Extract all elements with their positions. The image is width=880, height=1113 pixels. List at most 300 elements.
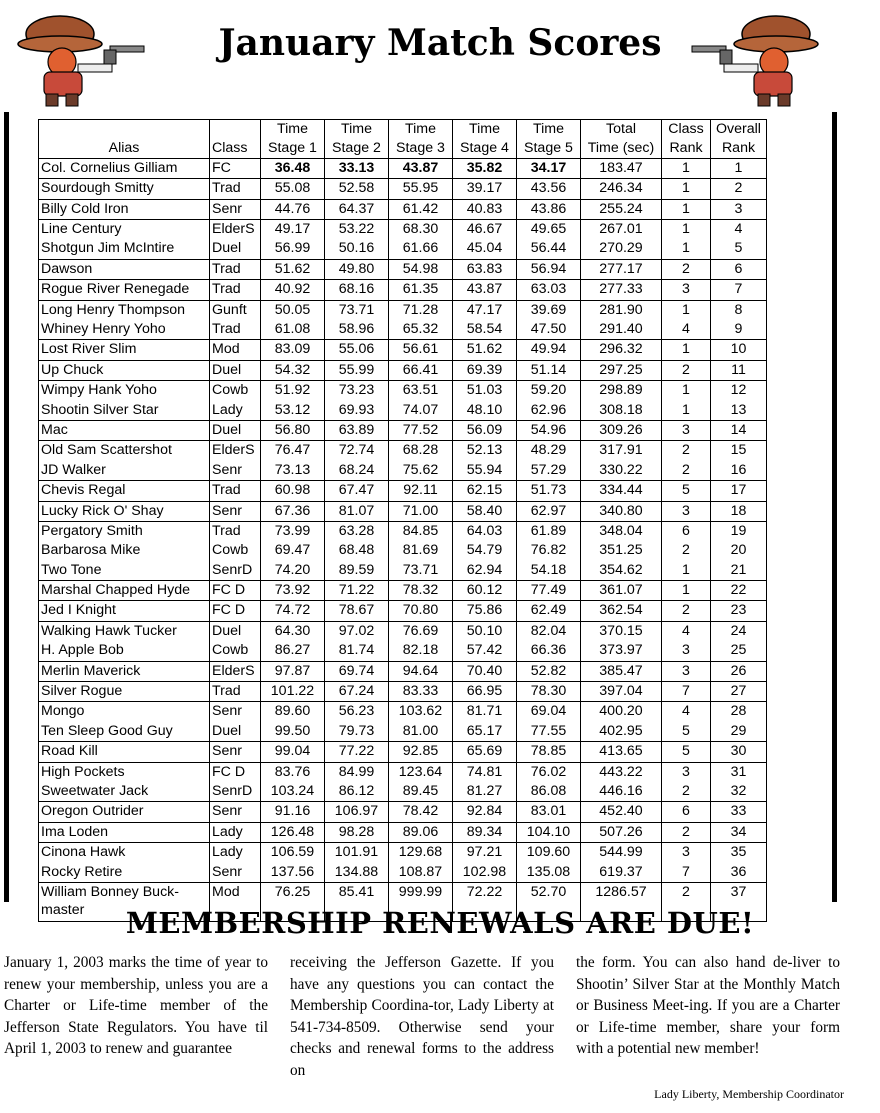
table-cell: 129.68 [389, 843, 453, 863]
table-cell: 89.06 [389, 822, 453, 842]
header-cell: Rank [662, 139, 711, 159]
scores-table [38, 119, 767, 922]
table-cell: 62.15 [453, 481, 517, 501]
table-cell: 73.71 [325, 300, 389, 320]
table-cell: 2 [662, 259, 711, 279]
table-cell: 84.99 [325, 762, 389, 782]
left-divider-bar [4, 112, 9, 902]
header-cell: Stage 3 [389, 139, 453, 159]
table-cell: 999.99 [389, 882, 453, 921]
table-cell: 81.07 [325, 501, 389, 521]
header-cell: Class [662, 120, 711, 139]
table-cell: 73.99 [261, 521, 325, 541]
table-cell: 49.65 [517, 220, 581, 240]
table-cell: 296.32 [581, 340, 662, 360]
table-cell: 77.52 [389, 420, 453, 440]
table-cell: Gunft [210, 300, 261, 320]
table-cell: 65.17 [453, 722, 517, 742]
scores-table-body [39, 120, 767, 922]
table-cell: 61.08 [261, 320, 325, 340]
table-cell: 69.47 [261, 541, 325, 560]
table-cell: 84.85 [389, 521, 453, 541]
table-cell: 58.96 [325, 320, 389, 340]
table-cell: 73.13 [261, 461, 325, 481]
table-cell: 370.15 [581, 621, 662, 641]
table-cell: 507.26 [581, 822, 662, 842]
table-cell: 34 [711, 822, 767, 842]
table-cell: 78.30 [517, 682, 581, 702]
table-cell: 65.32 [389, 320, 453, 340]
cowboy-gunslinger-icon [688, 4, 828, 110]
table-cell: 39.17 [453, 179, 517, 199]
table-cell: 63.51 [389, 381, 453, 401]
table-cell: 76.02 [517, 762, 581, 782]
cowboy-gunslinger-icon [8, 4, 148, 110]
table-cell: 54.79 [453, 541, 517, 560]
table-cell: 83.33 [389, 682, 453, 702]
signature: Lady Liberty, Membership Coordinator [654, 1087, 844, 1101]
table-cell: Lady [210, 401, 261, 421]
table-cell: 7 [711, 280, 767, 300]
table-cell: 62.94 [453, 561, 517, 581]
table-cell: 51.03 [453, 381, 517, 401]
table-cell: 101.91 [325, 843, 389, 863]
table-cell: 37 [711, 882, 767, 921]
table-cell: 97.87 [261, 661, 325, 681]
table-cell: 2 [662, 541, 711, 560]
table-cell: 1 [711, 158, 767, 178]
table-cell: 330.22 [581, 461, 662, 481]
table-row [39, 782, 767, 802]
header-cell: Time [389, 120, 453, 139]
table-cell: 71.22 [325, 581, 389, 601]
table-cell: Cinona Hawk [39, 843, 210, 863]
table-cell: 267.01 [581, 220, 662, 240]
table-cell: 46.67 [453, 220, 517, 240]
table-cell: Duel [210, 722, 261, 742]
page-title: January Match Scores [218, 22, 662, 64]
header-cell: Time [325, 120, 389, 139]
table-cell: 64.30 [261, 621, 325, 641]
table-cell: 73.71 [389, 561, 453, 581]
table-cell: 14 [711, 420, 767, 440]
table-cell: 246.34 [581, 179, 662, 199]
table-cell: 89.60 [261, 702, 325, 722]
table-cell: 619.37 [581, 863, 662, 883]
table-row [39, 179, 767, 199]
table-cell: Oregon Outrider [39, 802, 210, 822]
table-cell: 56.80 [261, 420, 325, 440]
header-cell: Alias [39, 139, 210, 159]
table-cell: 35 [711, 843, 767, 863]
header-cell [39, 120, 210, 139]
table-cell: 68.48 [325, 541, 389, 560]
header-cell: Stage 2 [325, 139, 389, 159]
table-cell: 12 [711, 381, 767, 401]
table-cell: 97.21 [453, 843, 517, 863]
table-cell: 73.92 [261, 581, 325, 601]
table-cell: 137.56 [261, 863, 325, 883]
table-cell: Billy Cold Iron [39, 199, 210, 219]
table-row [39, 259, 767, 279]
table-cell: 2 [662, 441, 711, 461]
table-cell: 126.48 [261, 822, 325, 842]
table-cell: 3 [662, 661, 711, 681]
table-cell: 77.55 [517, 722, 581, 742]
table-cell: 277.33 [581, 280, 662, 300]
table-row [39, 199, 767, 219]
table-row [39, 521, 767, 541]
table-cell: 18 [711, 501, 767, 521]
table-cell: 30 [711, 742, 767, 762]
table-cell: 68.30 [389, 220, 453, 240]
table-cell: 35.82 [453, 158, 517, 178]
table-cell: 62.49 [517, 601, 581, 621]
table-row [39, 158, 767, 178]
table-cell: 70.40 [453, 661, 517, 681]
renewal-text-columns [4, 952, 840, 1081]
table-cell: 75.86 [453, 601, 517, 621]
table-cell: Duel [210, 360, 261, 380]
header-cell: Rank [711, 139, 767, 159]
header-cell: Time (sec) [581, 139, 662, 159]
table-cell: 19 [711, 521, 767, 541]
table-cell: 74.72 [261, 601, 325, 621]
table-row [39, 702, 767, 722]
table-cell: 78.85 [517, 742, 581, 762]
table-cell: 48.29 [517, 441, 581, 461]
table-row [39, 420, 767, 440]
header-cell: Time [261, 120, 325, 139]
table-cell: 6 [711, 259, 767, 279]
table-cell: 64.37 [325, 199, 389, 219]
table-row [39, 561, 767, 581]
table-cell: 361.07 [581, 581, 662, 601]
table-row [39, 601, 767, 621]
table-cell: 55.08 [261, 179, 325, 199]
table-cell: JD Walker [39, 461, 210, 481]
table-cell: 2 [662, 782, 711, 802]
table-cell: 66.41 [389, 360, 453, 380]
table-cell: 277.17 [581, 259, 662, 279]
table-cell: 28 [711, 702, 767, 722]
table-cell: 67.36 [261, 501, 325, 521]
table-cell: 1 [662, 220, 711, 240]
table-row [39, 441, 767, 461]
table-cell: 56.23 [325, 702, 389, 722]
table-cell: 53.22 [325, 220, 389, 240]
table-cell: Mongo [39, 702, 210, 722]
table-row [39, 280, 767, 300]
table-cell: 334.44 [581, 481, 662, 501]
table-cell: 134.88 [325, 863, 389, 883]
table-cell: 56.94 [517, 259, 581, 279]
table-cell: FC D [210, 581, 261, 601]
table-cell: 55.99 [325, 360, 389, 380]
table-cell: SenrD [210, 782, 261, 802]
table-cell: Whiney Henry Yoho [39, 320, 210, 340]
header-row-top [39, 120, 767, 139]
table-cell: Line Century [39, 220, 210, 240]
table-cell: 308.18 [581, 401, 662, 421]
table-cell: 400.20 [581, 702, 662, 722]
table-cell: 24 [711, 621, 767, 641]
table-cell: 52.70 [517, 882, 581, 921]
table-cell: Lost River Slim [39, 340, 210, 360]
table-cell: 1 [662, 179, 711, 199]
table-cell: 77.22 [325, 742, 389, 762]
table-cell: 63.28 [325, 521, 389, 541]
table-cell: 92.85 [389, 742, 453, 762]
table-cell: 71.00 [389, 501, 453, 521]
table-cell: 40.92 [261, 280, 325, 300]
table-cell: 1 [662, 239, 711, 259]
table-cell: 103.24 [261, 782, 325, 802]
table-cell: Duel [210, 621, 261, 641]
table-cell: 99.50 [261, 722, 325, 742]
table-cell: 51.92 [261, 381, 325, 401]
table-cell: 1 [662, 340, 711, 360]
table-cell: 16 [711, 461, 767, 481]
table-cell: 57.29 [517, 461, 581, 481]
table-cell: 86.12 [325, 782, 389, 802]
table-cell: 49.80 [325, 259, 389, 279]
table-cell: 3 [662, 762, 711, 782]
table-cell: Ten Sleep Good Guy [39, 722, 210, 742]
table-cell: Long Henry Thompson [39, 300, 210, 320]
table-cell: Up Chuck [39, 360, 210, 380]
table-cell: 27 [711, 682, 767, 702]
table-cell: 58.40 [453, 501, 517, 521]
table-cell: 297.25 [581, 360, 662, 380]
table-cell: 86.27 [261, 641, 325, 661]
table-cell: 7 [662, 682, 711, 702]
table-cell: 8 [711, 300, 767, 320]
table-cell: 66.36 [517, 641, 581, 661]
table-cell: 39.69 [517, 300, 581, 320]
table-cell: 75.62 [389, 461, 453, 481]
table-row [39, 742, 767, 762]
table-cell: 373.97 [581, 641, 662, 661]
table-cell: 123.64 [389, 762, 453, 782]
table-cell: 413.65 [581, 742, 662, 762]
table-cell: 43.86 [517, 199, 581, 219]
table-row [39, 581, 767, 601]
table-cell: 3 [662, 501, 711, 521]
table-cell: 67.47 [325, 481, 389, 501]
table-cell: 85.41 [325, 882, 389, 921]
table-cell: Dawson [39, 259, 210, 279]
table-cell: Trad [210, 481, 261, 501]
table-cell: 452.40 [581, 802, 662, 822]
table-cell: 63.89 [325, 420, 389, 440]
table-cell: 56.99 [261, 239, 325, 259]
table-cell: ElderS [210, 441, 261, 461]
table-row [39, 300, 767, 320]
table-cell: 1 [662, 300, 711, 320]
table-cell: 26 [711, 661, 767, 681]
table-cell: 51.62 [261, 259, 325, 279]
table-cell: 49.94 [517, 340, 581, 360]
table-cell: Trad [210, 521, 261, 541]
table-cell: Senr [210, 702, 261, 722]
table-cell: ElderS [210, 220, 261, 240]
table-cell: 443.22 [581, 762, 662, 782]
table-cell: Cowb [210, 541, 261, 560]
table-cell: 2 [662, 601, 711, 621]
table-cell: Mac [39, 420, 210, 440]
table-cell: 44.76 [261, 199, 325, 219]
table-cell: 81.27 [453, 782, 517, 802]
table-cell: 49.17 [261, 220, 325, 240]
table-cell: 183.47 [581, 158, 662, 178]
table-cell: 270.29 [581, 239, 662, 259]
table-cell: 61.42 [389, 199, 453, 219]
table-cell: 60.12 [453, 581, 517, 601]
table-cell: 50.10 [453, 621, 517, 641]
table-cell: SenrD [210, 561, 261, 581]
table-cell: 89.45 [389, 782, 453, 802]
table-cell: 81.69 [389, 541, 453, 560]
table-cell: 544.99 [581, 843, 662, 863]
header-cell [210, 120, 261, 139]
table-cell: 109.60 [517, 843, 581, 863]
table-cell: 69.04 [517, 702, 581, 722]
table-cell: 43.87 [389, 158, 453, 178]
table-cell: 61.66 [389, 239, 453, 259]
table-cell: 83.76 [261, 762, 325, 782]
table-cell: 43.56 [517, 179, 581, 199]
table-cell: 47.50 [517, 320, 581, 340]
table-cell: 67.24 [325, 682, 389, 702]
table-row [39, 481, 767, 501]
renewal-heading: MEMBERSHIP RENEWALS ARE DUE! [125, 906, 755, 940]
table-cell: 11 [711, 360, 767, 380]
table-cell: 56.44 [517, 239, 581, 259]
table-cell: Lady [210, 843, 261, 863]
table-cell: FC D [210, 762, 261, 782]
table-cell: 354.62 [581, 561, 662, 581]
table-cell: 101.22 [261, 682, 325, 702]
table-cell: 6 [662, 802, 711, 822]
table-row [39, 661, 767, 681]
table-cell: 7 [662, 863, 711, 883]
table-cell: 31 [711, 762, 767, 782]
table-cell: 5 [711, 239, 767, 259]
table-cell: 78.32 [389, 581, 453, 601]
table-cell: High Pockets [39, 762, 210, 782]
table-cell: 4 [711, 220, 767, 240]
table-cell: 281.90 [581, 300, 662, 320]
table-cell: 291.40 [581, 320, 662, 340]
table-cell: 52.58 [325, 179, 389, 199]
table-cell: 2 [662, 822, 711, 842]
table-cell: 402.95 [581, 722, 662, 742]
renewal-paragraph-col2: receiving the Jefferson Gazette. If you have any questions you can contact the Membership Coordina-tor, Lady Liberty at 541-734-8509. Otherwise send your checks and renewal forms to the address on [290, 954, 554, 1079]
table-cell: 79.73 [325, 722, 389, 742]
table-cell: 78.42 [389, 802, 453, 822]
table-cell: 92.11 [389, 481, 453, 501]
table-cell: Senr [210, 742, 261, 762]
table-cell: Mod [210, 882, 261, 921]
right-divider-bar [832, 112, 837, 902]
table-cell: Marshal Chapped Hyde [39, 581, 210, 601]
table-cell: Chevis Regal [39, 481, 210, 501]
table-row [39, 239, 767, 259]
table-cell: Senr [210, 863, 261, 883]
table-cell: 50.16 [325, 239, 389, 259]
table-cell: 61.35 [389, 280, 453, 300]
table-cell: 6 [662, 521, 711, 541]
table-cell: 62.96 [517, 401, 581, 421]
table-cell: 32 [711, 782, 767, 802]
table-cell: 348.04 [581, 521, 662, 541]
table-cell: 106.59 [261, 843, 325, 863]
table-cell: 106.97 [325, 802, 389, 822]
table-cell: 97.02 [325, 621, 389, 641]
table-cell: Trad [210, 179, 261, 199]
table-cell: 108.87 [389, 863, 453, 883]
table-cell: 5 [662, 722, 711, 742]
table-cell: 81.00 [389, 722, 453, 742]
table-cell: 69.39 [453, 360, 517, 380]
table-cell: FC [210, 158, 261, 178]
table-cell: 89.59 [325, 561, 389, 581]
table-cell: 72.22 [453, 882, 517, 921]
table-row [39, 843, 767, 863]
table-cell: 52.82 [517, 661, 581, 681]
table-cell: Lucky Rick O' Shay [39, 501, 210, 521]
table-cell: 83.09 [261, 340, 325, 360]
table-cell: Shootin Silver Star [39, 401, 210, 421]
table-cell: 76.69 [389, 621, 453, 641]
table-cell: 10 [711, 340, 767, 360]
header-cell: Class [210, 139, 261, 159]
table-cell: 78.67 [325, 601, 389, 621]
table-cell: 317.91 [581, 441, 662, 461]
table-cell: 58.54 [453, 320, 517, 340]
table-cell: 83.01 [517, 802, 581, 822]
table-cell: 3 [662, 420, 711, 440]
table-cell: 54.96 [517, 420, 581, 440]
table-cell: 99.04 [261, 742, 325, 762]
table-cell: 340.80 [581, 501, 662, 521]
table-cell: 89.34 [453, 822, 517, 842]
table-cell: 92.84 [453, 802, 517, 822]
table-row [39, 541, 767, 560]
header-cell: Stage 1 [261, 139, 325, 159]
table-cell: Silver Rogue [39, 682, 210, 702]
table-cell: Col. Cornelius Gilliam [39, 158, 210, 178]
table-cell: 68.24 [325, 461, 389, 481]
table-cell: Duel [210, 239, 261, 259]
table-cell: 64.03 [453, 521, 517, 541]
table-cell: 94.64 [389, 661, 453, 681]
table-cell: 2 [662, 882, 711, 921]
table-cell: 1 [662, 581, 711, 601]
table-cell: FC D [210, 601, 261, 621]
table-cell: Merlin Maverick [39, 661, 210, 681]
table-row [39, 641, 767, 661]
table-row [39, 220, 767, 240]
table-cell: 63.83 [453, 259, 517, 279]
header-cell: Time [453, 120, 517, 139]
table-cell: 72.74 [325, 441, 389, 461]
table-cell: Sweetwater Jack [39, 782, 210, 802]
table-cell: 66.95 [453, 682, 517, 702]
table-cell: 4 [662, 320, 711, 340]
table-cell: 4 [662, 702, 711, 722]
